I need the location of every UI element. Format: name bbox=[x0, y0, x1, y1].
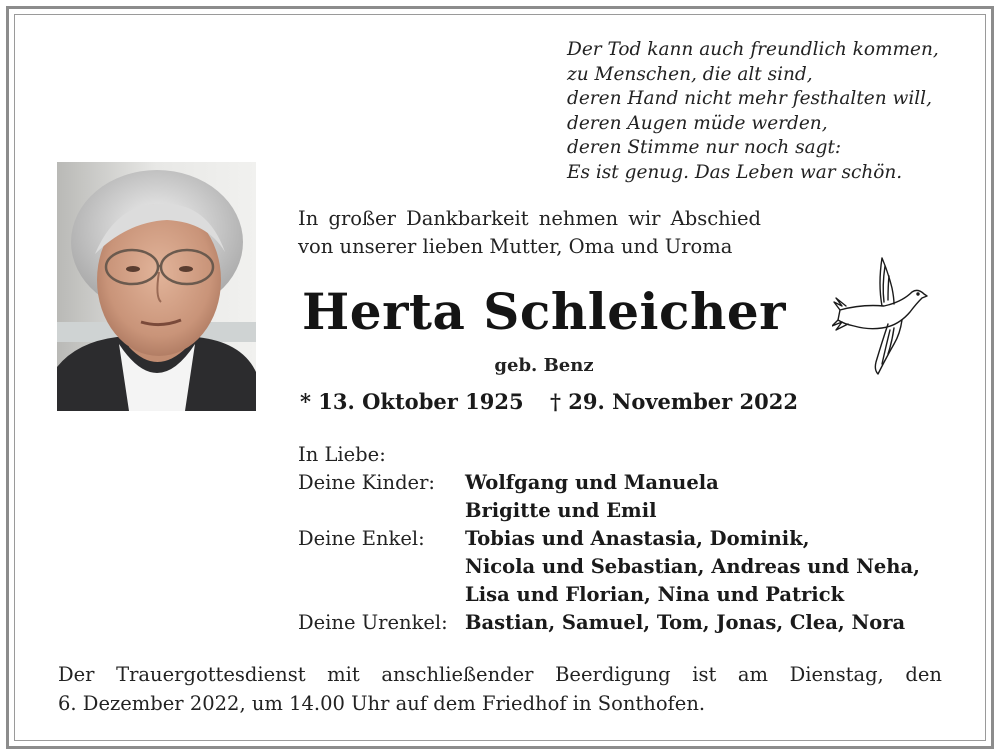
poem-line: Der Tod kann auch freundlich kommen, bbox=[567, 39, 939, 60]
family-names: Bastian, Samuel, Tom, Jonas, Clea, Nora bbox=[465, 611, 906, 634]
service-word: Dienstag, bbox=[789, 663, 884, 686]
intro-text bbox=[298, 205, 798, 261]
poem bbox=[567, 38, 967, 185]
service-word: anschließender bbox=[381, 663, 534, 686]
intro-line: In großer Dankbarkeit nehmen wir Abschied bbox=[298, 207, 761, 230]
family-names: Tobias und Anastasia, Dominik, bbox=[465, 527, 810, 550]
family-heading-row bbox=[298, 441, 958, 469]
family-row bbox=[298, 525, 958, 553]
service-word: Der bbox=[58, 663, 95, 686]
service-word: Beerdigung bbox=[555, 663, 671, 686]
service-line-1 bbox=[58, 660, 942, 689]
poem-line: deren Stimme nur noch sagt: bbox=[567, 137, 842, 158]
family-names: Wolfgang und Manuela bbox=[465, 471, 719, 494]
family-label: Deine Kinder: bbox=[298, 471, 435, 494]
poem-line: deren Augen müde werden, bbox=[567, 112, 828, 134]
service-word: den bbox=[905, 663, 942, 686]
funeral-service-notice bbox=[58, 660, 942, 718]
family-row bbox=[298, 553, 958, 581]
portrait-photo-image bbox=[57, 162, 256, 411]
death-date: † 29. November 2022 bbox=[550, 389, 798, 414]
dove-icon bbox=[832, 254, 930, 376]
deceased-name: Herta Schleicher bbox=[302, 282, 786, 341]
family-names: Lisa und Florian, Nina und Patrick bbox=[465, 583, 845, 606]
family-row bbox=[298, 609, 958, 637]
birth-date: * 13. Oktober 1925 bbox=[300, 389, 524, 414]
family-row bbox=[298, 497, 958, 525]
service-line-2: 6. Dezember 2022, um 14.00 Uhr auf dem Friedhof in Sonthofen. bbox=[58, 692, 706, 715]
poem-line: Es ist genug. Das Leben war schön. bbox=[567, 161, 903, 183]
family-names: Brigitte und Emil bbox=[465, 499, 657, 522]
family-list bbox=[298, 441, 958, 637]
family-names: Nicola und Sebastian, Andreas und Neha, bbox=[465, 555, 920, 578]
intro-line: von unserer lieben Mutter, Oma und Uroma bbox=[298, 235, 733, 258]
portrait-photo bbox=[57, 162, 256, 411]
poem-line: deren Hand nicht mehr festhalten will, bbox=[567, 88, 932, 109]
service-word: mit bbox=[327, 663, 360, 686]
poem-line: zu Menschen, die alt sind, bbox=[567, 63, 813, 85]
maiden-name: geb. Benz bbox=[494, 355, 594, 376]
family-label: Deine Urenkel: bbox=[298, 611, 448, 634]
family-row bbox=[298, 581, 958, 609]
service-word: ist bbox=[692, 663, 717, 686]
family-label: Deine Enkel: bbox=[298, 527, 425, 550]
service-word: am bbox=[737, 663, 769, 686]
family-heading: In Liebe: bbox=[298, 443, 386, 466]
service-word: Trauergottesdienst bbox=[116, 663, 306, 686]
family-row bbox=[298, 469, 958, 497]
